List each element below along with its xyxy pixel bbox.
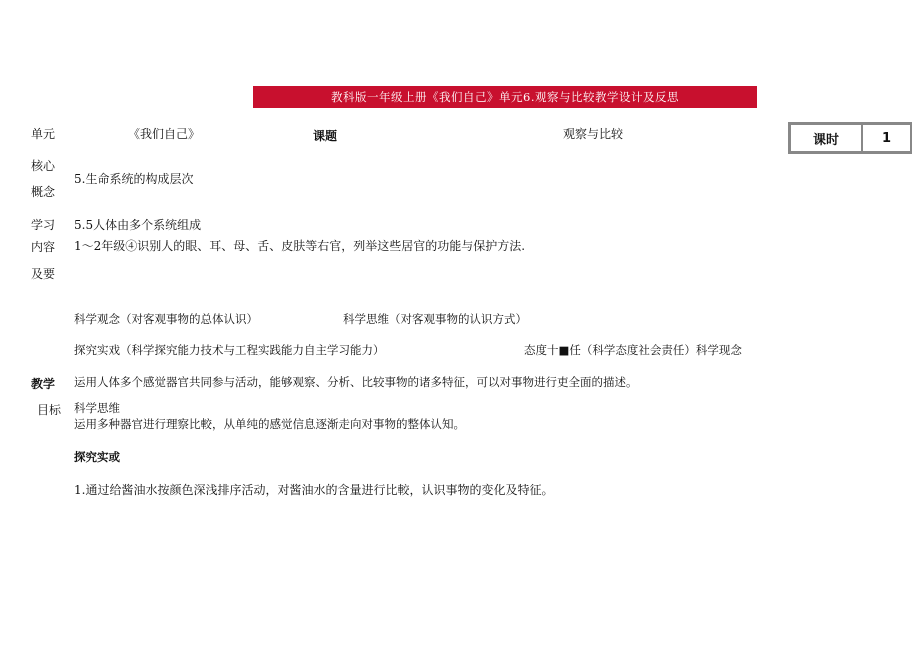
- topic-label: 课题: [313, 129, 338, 143]
- core-concept-value: 5.生命系统的构成层次: [74, 172, 194, 186]
- learning-label-line2: 内容: [31, 240, 56, 254]
- core-label-line1: 核心: [31, 159, 56, 173]
- goal-thinking-heading: 科学思维: [74, 401, 120, 415]
- unit-value: 《我们自己》: [128, 127, 201, 141]
- learning-label-line1: 学习: [31, 218, 56, 232]
- goal-thinking-text: 运用多种器官进行理察比較，从单纯的感觉信息逐渐走向对事物的整体认知。: [74, 417, 465, 431]
- learning-label-line3: 及要: [31, 267, 56, 281]
- literacy-item-thinking: 科学思维（对客观事物的认识方式）: [343, 312, 527, 326]
- goal-inquiry-heading: 探究实或: [74, 450, 120, 464]
- topic-value: 观察与比较: [563, 127, 624, 141]
- literacy-item-inquiry: 探究实戏（科学探究能力技术与工程实践能力自主学习能力）: [74, 343, 385, 357]
- goal-inquiry-text: 1.通过给酱油水按颜色深浅排序活动，对酱油水的含量进行比較，认识事物的变化及特征。: [74, 483, 554, 497]
- literacy-item-attitude: 态度十■任（科学态度社会责任）科学现念: [524, 343, 742, 357]
- goal-concept-text: 运用人体多个感觉器官共同参与活动，能够观察、分析、比较事物的诸多特征，可以对事物进行吏全面的描述。: [74, 375, 638, 389]
- core-label-line2: 概念: [31, 185, 56, 199]
- goals-label-line1: 教学: [31, 377, 56, 391]
- period-value: 1: [881, 130, 892, 146]
- literacy-item-concept: 科学观念（对客观事物的总体认识）: [74, 312, 258, 326]
- period-box: [788, 122, 912, 154]
- unit-label: 单元: [31, 127, 56, 141]
- document-title-banner: 教科版一年级上册《我们自己》单元6.观察与比较教学设计及反思: [253, 86, 757, 108]
- learning-content-line1: 5.5人体由多个系统组成: [74, 218, 202, 232]
- goals-label-line2: 目标: [37, 403, 62, 417]
- period-label: 课时: [791, 125, 863, 151]
- learning-content-line2: 1～2年级④识别人的眼、耳、母、舌、皮肤等右官，列举这些居官的功能与保护方法.: [74, 239, 526, 253]
